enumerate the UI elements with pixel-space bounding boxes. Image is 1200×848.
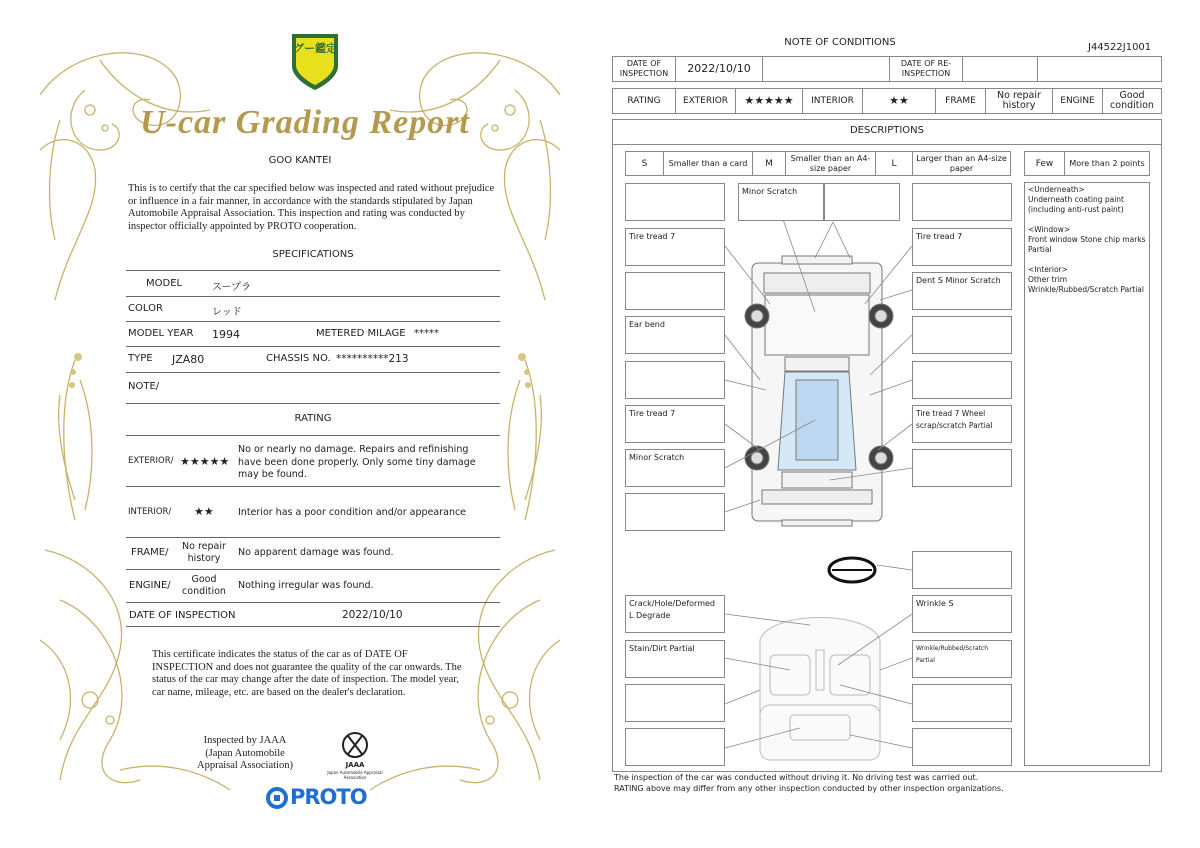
ext-note-left-6: Minor Scratch [625, 449, 725, 487]
frame-value: No repair history [986, 89, 1053, 113]
ext-note-right-1: Tire tread 7 [912, 228, 1012, 266]
engine-desc: Nothing irregular was found. [238, 580, 374, 591]
jaaa-caption: Japan Automobile Appraisal Association [327, 770, 383, 780]
date-reinspection-label: DATE OF RE-INSPECTION [890, 57, 963, 81]
int-note-box [625, 684, 725, 722]
legend-few: Few [1025, 152, 1065, 175]
date-value: 2022/10/10 [342, 609, 403, 621]
legend-s: S [626, 152, 664, 175]
ext-note-box [625, 183, 725, 221]
int-note-right-1: Wrinkle S [912, 595, 1012, 633]
report-title: U-car Grading Report [140, 104, 470, 141]
int-note-box [912, 728, 1012, 766]
model-year-label: MODEL YEAR [128, 328, 194, 339]
type-value: JZA80 [172, 353, 205, 366]
legend-l-desc: Larger than an A4-size paper [916, 153, 1007, 173]
date-inspection-value: 2022/10/10 [676, 57, 763, 81]
ext-note-top-center: Minor Scratch [738, 183, 824, 221]
chassis-value: **********213 [336, 353, 409, 365]
rating-heading: RATING [294, 413, 332, 424]
legend-l: L [876, 152, 913, 175]
note-label: NOTE/ [128, 381, 160, 392]
color-value: レッド [212, 307, 242, 318]
disclaimer-text: This certificate indicates the status of the car as of DATE OF INSPECTION and does not guarantee the quality of the car onwards. The status of the car may change after the date of inspection. The model year, car name, mileage, etc. are based on the dealer's declaration. [152, 649, 462, 698]
frame-label: FRAME/ [131, 547, 169, 558]
intro-text: This is to certify that the car specified below was inspected and rated without prejudice or influence in a fair manner, in accordance with the standards stipulated by Japan Automobile Appraisal Association. This inspection and rating was conducted by inspector officially appointed by PROTO cooperation. [128, 183, 495, 232]
proto-text: PROTO [290, 785, 367, 809]
ext-note-left-5: Tire tread 7 [625, 405, 725, 443]
type-label: TYPE [128, 353, 153, 364]
int-note-right-2: Wrinkle/Rubbed/Scratch Partial [912, 640, 1012, 678]
car-interior-seats-icon [760, 618, 880, 761]
descriptions-heading: DESCRIPTIONS [849, 125, 925, 136]
goo-kantei-badge-icon [288, 30, 342, 92]
exterior-stars: ★★★★★ [736, 89, 803, 113]
exterior-label: EXTERIOR/ [128, 456, 174, 466]
footer-line-1: The inspection of the car was conducted without driving it. No driving test was carried out. [614, 773, 979, 782]
proto-logo [266, 785, 376, 809]
ext-note-box [824, 183, 900, 221]
engine-value: Good condition [1110, 90, 1154, 111]
int-note-box [625, 728, 725, 766]
report-id: J44522J1001 [1088, 42, 1152, 53]
report-subtitle: GOO KANTEI [268, 155, 332, 166]
conditions-title: NOTE OF CONDITIONS [784, 37, 896, 48]
legend-m: M [753, 152, 786, 175]
legend-s-desc: Smaller than a card [664, 152, 753, 175]
engine-label: ENGINE/ [129, 580, 171, 591]
exterior-stars: ★★★★★ [180, 455, 230, 468]
mileage-value: ***** [414, 328, 439, 339]
steering-note-box [912, 551, 1012, 589]
frame-label: FRAME [936, 89, 986, 113]
model-label: MODEL [146, 278, 183, 289]
jaaa-emblem-icon [320, 728, 390, 764]
interior-stars: ★★ [194, 505, 214, 518]
interior-stars: ★★ [863, 89, 936, 113]
jaaa-text: JAAA [345, 761, 365, 769]
side-notes: <Underneath> Underneath coating paint (including anti-rust paint) <Window> Front window Stone chip marks Partial <Interior> Other trim Wrinkle/Rubbed/Scratch Partial [1024, 182, 1150, 766]
chassis-label: CHASSIS NO. [266, 353, 331, 364]
interior-label: INTERIOR/ [128, 507, 172, 517]
jaaa-logo [320, 728, 390, 780]
rating-label: RATING [613, 89, 676, 113]
proto-mark-icon [266, 787, 288, 809]
interior-desc: Interior has a poor condition and/or appearance [238, 507, 467, 518]
inspected-by: Inspected by JAAA (Japan Automobile Appraisal Association) [197, 735, 293, 771]
ext-note-box [912, 183, 1012, 221]
ext-note-box [625, 272, 725, 310]
int-note-left-2: Stain/Dirt Partial [625, 640, 725, 678]
legend-m-desc: Smaller than an A4-size paper [786, 152, 876, 175]
note-of-conditions [600, 0, 1200, 848]
ext-note-left-1: Tire tread 7 [625, 228, 725, 266]
ext-note-box [625, 493, 725, 531]
ext-note-right-2: Dent S Minor Scratch [912, 272, 1012, 310]
ext-note-right-5: Tire tread 7 Wheel scrap/scratch Partial [912, 405, 1012, 443]
ext-note-left-3: Ear bend [625, 316, 725, 354]
exterior-label: EXTERIOR [676, 89, 736, 113]
footer-line-2: RATING above may differ from any other inspection conducted by other inspection organizations. [614, 784, 1004, 793]
engine-value: Good condition [182, 574, 226, 597]
badge-text: グー鑑定 [293, 42, 337, 55]
model-year-value: 1994 [212, 328, 240, 341]
exterior-desc: No or nearly no damage. Repairs and refinishing have been done properly. Only some tiny damage may be found. [238, 444, 476, 480]
date-label: DATE OF INSPECTION [129, 610, 236, 621]
model-value: スープラ [212, 282, 251, 293]
ext-note-box [912, 449, 1012, 487]
ext-note-box [912, 361, 1012, 399]
legend-few-desc: More than 2 points [1069, 158, 1145, 168]
int-note-box [912, 684, 1012, 722]
color-label: COLOR [128, 303, 163, 314]
mileage-label: METERED MILAGE [316, 328, 406, 339]
steering-wheel-icon [829, 558, 875, 582]
date-inspection-label: DATE OF INSPECTION [613, 57, 676, 81]
interior-label: INTERIOR [803, 89, 863, 113]
engine-label: ENGINE [1053, 89, 1103, 113]
ext-note-box [625, 361, 725, 399]
int-note-left-1: Crack/Hole/Deformed L Degrade [625, 595, 725, 633]
ext-note-box [912, 316, 1012, 354]
specifications-heading: SPECIFICATIONS [272, 249, 354, 260]
frame-value: No repair history [182, 541, 226, 564]
frame-desc: No apparent damage was found. [238, 547, 394, 558]
